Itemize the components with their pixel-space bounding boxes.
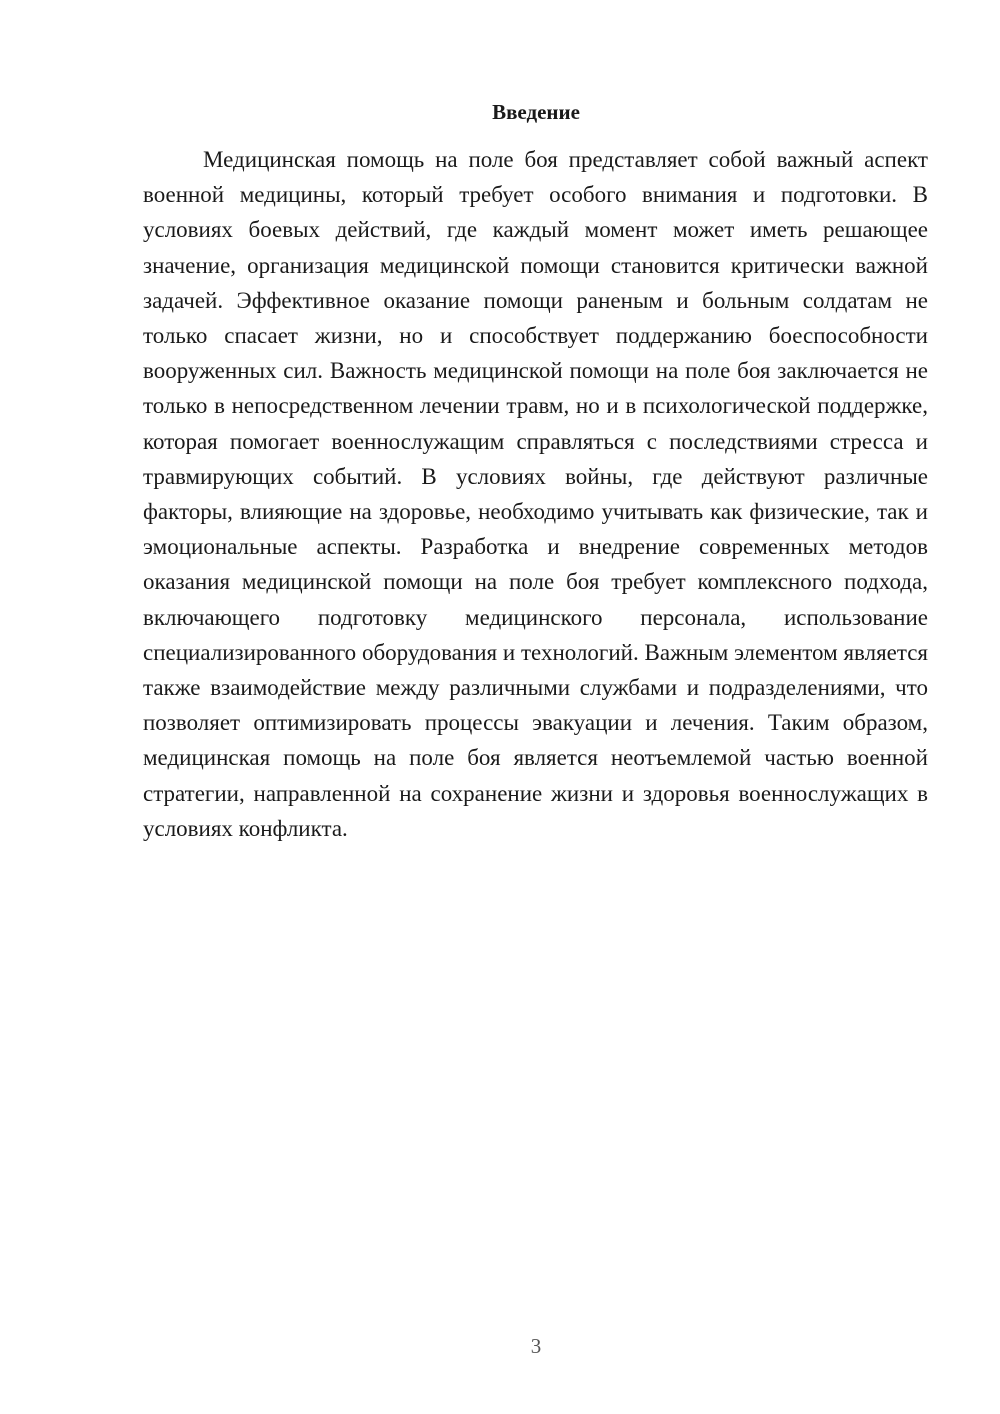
page-number: 3 — [530, 1334, 542, 1358]
section-heading: Введение — [492, 100, 580, 124]
body-paragraph: Медицинская помощь на поле боя представляет собой важный аспект военной медицины, который требует особого внимания и подготовки. В условиях боевых действий, где каждый момент может иметь решающее значение, организация медицинской помощи становится критически важной задачей. Эффективное оказание помощи раненым и больным солдатам не только спасает жизни, но и способствует поддержанию боеспособности вооруженных сил. Важность медицинской помощи на поле боя заключается не только в непосредственном лечении травм, но и в психологической поддержке, которая помогает военнослужащим справляться с последствиями стресса и травмирующих событий. В условиях войны, где действуют различные факторы, влияющие на здоровье, необходимо учитывать как физические, так и эмоциональные аспекты. Разработка и внедрение современных методов оказания медицинской помощи на поле боя требует комплексного подхода, включающего подготовку медицинского персонала, использование специализированного оборудования и технологий. Важным элементом является также взаимодействие между различными службами и подразделениями, что позволяет оптимизировать процессы эвакуации и лечения. Таким образом, медицинская помощь на поле боя является неотъемлемой частью военной стратегии, направленной на сохранение жизни и здоровья военнослужащих в условиях конфликта. — [143, 147, 928, 841]
